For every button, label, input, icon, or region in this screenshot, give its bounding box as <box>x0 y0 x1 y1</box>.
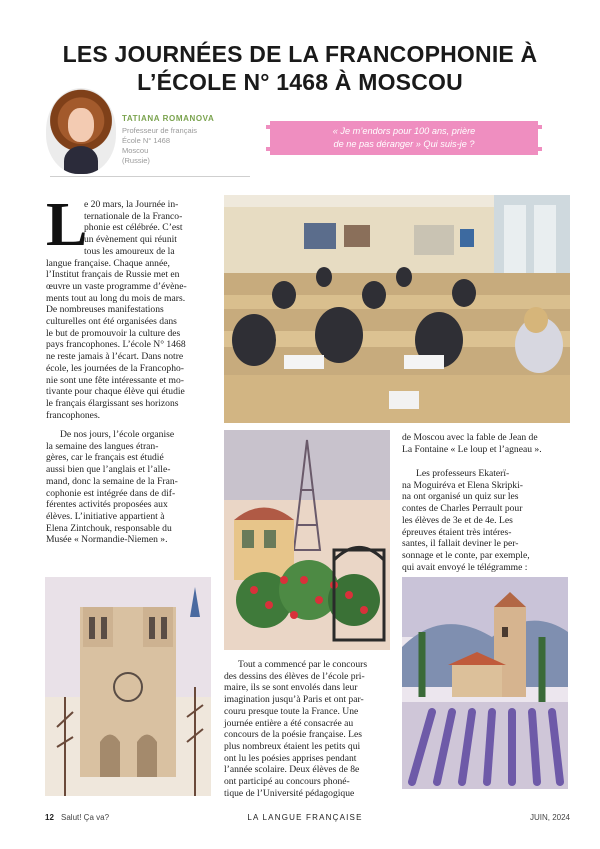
article-line: santes, il fallait deviner le per- <box>402 538 519 550</box>
quote-text <box>270 125 538 151</box>
author-portrait <box>46 88 116 174</box>
article-line: Les professeurs Ekaterï- <box>416 468 510 479</box>
article-line: concours de la poésie française. Les <box>224 729 362 741</box>
page-title <box>20 40 580 96</box>
article-line: mand, donc la semaine de la Fran- <box>46 475 178 487</box>
drop-cap: L <box>46 191 88 259</box>
article-line: maire, ils se sont envolés dans leur <box>224 682 358 694</box>
article-line: gères, car le français est étudié <box>46 452 164 464</box>
author-divider <box>50 176 250 177</box>
article-line: journée entière a été consacrée au <box>224 717 354 729</box>
article-line: e 20 mars, la Journée in- <box>84 199 179 210</box>
author-country: (Russie) <box>122 156 150 165</box>
article-line: école, les journées de la Francopho- <box>46 362 184 374</box>
article-line: na Moguiréva et Elena Skripki- <box>402 479 523 491</box>
article-line: Musée « Normandie-Niemen ». <box>46 534 168 546</box>
article-line: contes de Charles Perrault pour <box>402 503 523 515</box>
author-school: École N° 1468 <box>122 136 171 145</box>
article-line: francophones. <box>46 409 101 421</box>
article-line: imagination jusqu’à Paris et ont par- <box>224 694 364 706</box>
article-line: tous les amoureux de la <box>84 245 175 257</box>
article-line: Tout a commencé par le concours <box>238 659 368 670</box>
article-line: ments tout au long du mois de mars. <box>46 292 186 304</box>
article-line: plus nombreux étaient les petits qui <box>224 740 361 752</box>
article-line: les élèves de 3e et de 4e. Les <box>402 514 513 526</box>
lavender-field-drawing <box>402 577 568 789</box>
author-role: Professeur de français <box>122 126 198 135</box>
classroom-photo <box>224 195 570 423</box>
article-line: férentes activités proposées aux <box>46 499 168 511</box>
article-line: œuvre un vaste programme d’évène- <box>46 280 187 292</box>
author-city: Moscou <box>122 146 149 155</box>
column-3-paragraph-1 <box>402 432 570 455</box>
author-name: TATIANA ROMANOVA <box>122 114 215 123</box>
article-line: l’Institut français de Russie met en <box>46 269 180 281</box>
column-3-paragraph-2 <box>402 468 570 573</box>
article-line: de Moscou avec la fable de Jean de <box>402 432 538 443</box>
article-line: des dessins des élèves de l’école pri- <box>224 670 365 682</box>
title-line-1: LES JOURNÉES DE LA FRANCOPHONIE À <box>62 41 538 67</box>
eiffel-tower-drawing <box>224 430 390 650</box>
footer-section-name: LA LANGUE FRANÇAISE <box>247 813 363 822</box>
quote-line-2: de ne pas déranger » Qui suis-je ? <box>333 139 475 149</box>
column-2-paragraph-1 <box>224 659 392 799</box>
article-line: Elena Zintchouk, responsable du <box>46 522 172 534</box>
article-line: nie sont une fête intéressante et mo- <box>46 374 184 386</box>
article-line: élèves. L’initiative appartient à <box>46 510 165 522</box>
article-line: aussi bien que l’anglais et l’alle- <box>46 464 171 476</box>
article-line: De nos jours, l’école organise <box>60 429 175 440</box>
article-line: ternationale de la Franco- <box>84 210 183 222</box>
article-line: langue française. Chaque année, <box>46 257 170 269</box>
article-line: cophonie est intégrée dans de dif- <box>46 487 176 499</box>
footer-page-number: 12 <box>45 813 54 822</box>
article-line: La Fontaine « Le loup et l’agneau ». <box>402 443 542 455</box>
column-1-paragraph-1 <box>46 199 214 421</box>
column-1-paragraph-2 <box>46 429 214 546</box>
title-line-2: L’ÉCOLE N° 1468 À MOSCOU <box>137 69 463 95</box>
article-line: un évènement qui réunit <box>84 234 177 246</box>
article-line: De nombreuses manifestations <box>46 304 164 316</box>
article-line: tivante pour chaque élève qui étudie <box>46 386 185 398</box>
article-line: phonie est célébrée. C’est <box>84 222 183 234</box>
article-line: qui avait envoyé le télégramme : <box>402 561 528 573</box>
article-line: na ont organisé un quiz sur les <box>402 491 519 503</box>
notre-dame-drawing <box>45 577 211 796</box>
article-line: le but de promouvoir la culture des <box>46 327 181 339</box>
article-line: couru presque toute la France. Une <box>224 705 359 717</box>
article-line: épreuves étaient très intéres- <box>402 526 512 538</box>
article-line: ont participé au concours phoné- <box>224 776 350 788</box>
footer-date: JUIN, 2024 <box>529 813 570 822</box>
article-line: le français élargissant ses horizons <box>46 397 179 409</box>
article-line: la semaine des langues étran- <box>46 440 159 452</box>
article-line: sonnage et le conte, par exemple, <box>402 549 530 561</box>
article-line: culturelles ont été organisées dans <box>46 316 177 328</box>
article-line: l’année scolaire. Deux élèves de 8e <box>224 764 360 776</box>
quote-line-1: « Je m’endors pour 100 ans, prière <box>332 126 476 136</box>
footer-magazine-name: Salut! Ça va? <box>61 813 110 822</box>
article-line: pays francophones. L’école N° 1468 <box>46 339 186 351</box>
article-line: ne reste jamais à l’écart. Dans notre <box>46 351 184 363</box>
article-line: tique de l’Université pédagogique <box>224 787 355 799</box>
article-line: ont lu les poésies apprises pendant <box>224 752 357 764</box>
